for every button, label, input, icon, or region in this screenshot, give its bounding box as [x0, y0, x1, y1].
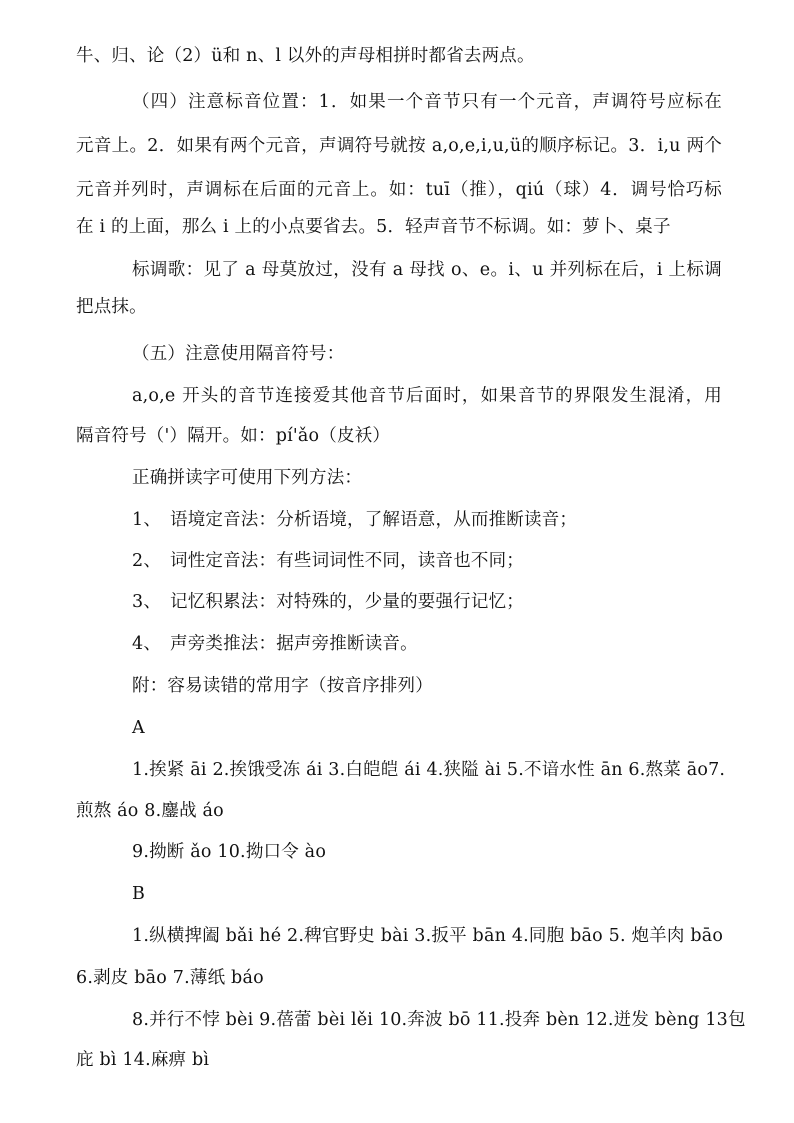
- word-list-line: 1.挨紧 āi 2.挨饿受冻 ái 3.白皑皑 ái 4.狭隘 ài 5.不谙水性 ān 6.熬菜 āo7.: [132, 760, 726, 780]
- text-line: （五）注意使用隔音符号：: [132, 344, 345, 364]
- method-text: 词性定音法：有些词词性不同，读音也不同；: [170, 551, 524, 571]
- text-line: 元音并列时，声调标在后面的元音上。如：tuī（推），qiú（球）4．调号恰巧标: [76, 180, 722, 200]
- text-line: 标调歌：见了 a 母莫放过，没有 a 母找 o、e。i、u 并列标在后，i 上标调: [132, 260, 722, 280]
- method-item: [132, 590, 524, 614]
- word-list-line: 1.纵横捭阖 bǎi hé 2.稗官野史 bài 3.扳平 bān 4.同胞 bāo 5. 炮羊肉 bāo: [132, 926, 724, 946]
- word-list-line: 8.并行不悖 bèi 9.蓓蕾 bèi lěi 10.奔波 bō 11.投奔 bèn 12.迸发 bèng 13包: [132, 1010, 746, 1030]
- word-list-line: 9.拗断 ǎo 10.拗口令 ào: [132, 842, 327, 862]
- text-line: 元音上。2．如果有两个元音，声调符号就按 a,o,e,i,u,ü的顺序标记。3．i,u 两个: [76, 136, 722, 156]
- text-line: 正确拼读字可使用下列方法：: [132, 468, 363, 488]
- text-line: 牛、归、论（2）ü和 n、l 以外的声母相拼时都省去两点。: [76, 46, 535, 66]
- method-number: 3、: [132, 592, 162, 612]
- method-item: [132, 508, 577, 532]
- method-number: 4、: [132, 634, 162, 654]
- word-list-line: 煎熬 áo 8.鏖战 áo: [76, 801, 224, 821]
- text-line: 在 i 的上面，那么 i 上的小点要省去。5．轻声音节不标调。如：萝卜、桌子: [76, 217, 671, 237]
- text-line: 隔音符号（'）隔开。如：pí'ǎo（皮袄）: [76, 426, 391, 446]
- method-number: 2、: [132, 551, 162, 571]
- section-letter: B: [132, 884, 146, 904]
- method-item: [132, 632, 418, 656]
- method-text: 记忆积累法：对特殊的，少量的要强行记忆；: [170, 592, 524, 612]
- method-text: 声旁类推法：据声旁推断读音。: [170, 634, 418, 654]
- text-line: a,o,e 开头的音节连接爱其他音节后面时，如果音节的界限发生混淆，用: [132, 386, 722, 406]
- text-line: 附：容易读错的常用字（按音序排列）: [132, 676, 433, 696]
- text-line: （四）注意标音位置：1．如果一个音节只有一个元音，声调符号应标在: [132, 92, 722, 112]
- section-letter: A: [132, 718, 145, 738]
- word-list-line: 庇 bì 14.麻痹 bì: [76, 1050, 210, 1070]
- text-line: 把点抹。: [76, 297, 147, 317]
- method-text: 语境定音法：分析语境，了解语意，从而推断读音；: [170, 510, 578, 530]
- method-item: [132, 549, 524, 573]
- method-number: 1、: [132, 510, 162, 530]
- word-list-line: 6.剥皮 bāo 7.薄纸 báo: [76, 968, 264, 988]
